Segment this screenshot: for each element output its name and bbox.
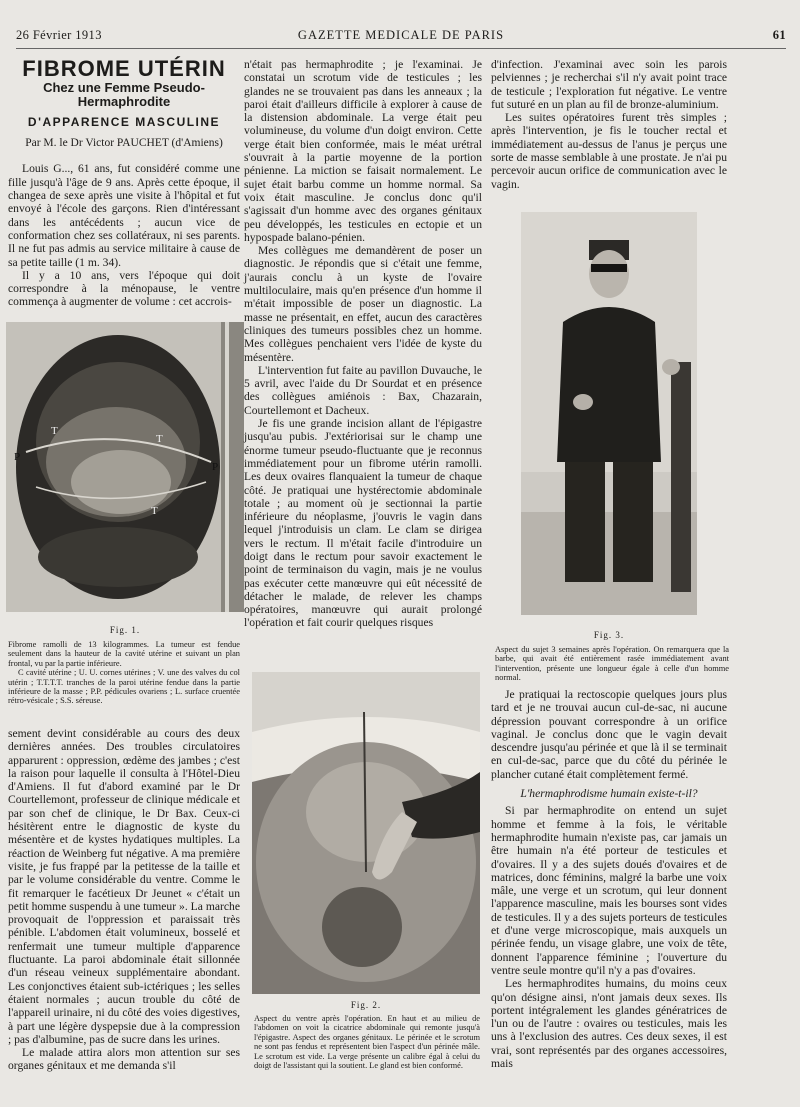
column-2 — [244, 58, 482, 630]
fig1-mark: T — [51, 425, 58, 437]
figure-2-image — [252, 672, 480, 994]
figure-2-caption-text: Aspect du ventre après l'opération. En haut et au milieu de l'abdomen on voit la cicatrice abdominale qui remonte jusqu'à l'épigastre. Aspect des organes génitaux. Le périnée et le scrotum ne sont pas fendus et représentent bien l'aspect d'un périnée mâle. Le scrotum est vide. La verge présente un calibre égal à celui du doigt de l'assistant qui la soutient. Le gland est bien conformé. — [254, 1014, 480, 1071]
article-subtitle-2: D'APPARENCE MASCULINE — [27, 114, 221, 129]
page-header — [16, 28, 786, 49]
figure-1-label: Fig. 1. — [109, 625, 141, 635]
column-1-top — [8, 58, 240, 309]
figure-3-patient-photo — [521, 212, 697, 615]
figure-2-abdomen-photo — [252, 672, 480, 994]
article-author: Par M. le Dr Victor PAUCHET (d'Amiens) — [25, 137, 223, 150]
figure-2-label: Fig. 2. — [350, 1000, 382, 1010]
paragraph: Je pratiquai la rectoscopie quelques jours plus tard et je ne trouvai aucun cul-de-sac, ni aucune dépression pouvant correspondre à un orifice vaginal. Je conclus donc que le vagin devait descendre jusqu'au périnée et que là il se terminait en cul-de-sac, parce que du côté du périnée le plancher cutané était complètement fermé. — [491, 688, 727, 781]
paragraph: d'infection. J'examinai avec soin les parois pelviennes ; je recherchai s'il n'y avait point trace de testicule ; l'exploration fut négative. Le ventre fut suturé en un plan au fil de bronze-aluminium. — [491, 58, 727, 111]
column-3-top — [491, 58, 727, 191]
figure-1-image — [6, 322, 244, 612]
fig1-mark: P — [14, 451, 21, 463]
paragraph: Je fis une grande incision allant de l'épigastre jusqu'au pubis. J'extériorisai sur le champ une énorme tumeur pseudo-fluctuante que je reconnus immédiatement pour un fibrome utérin ramolli. Les deux ovaires flanquaient la tumeur de chaque côté. Je pratiquai une hystérectomie abdominale totale ; au moment où je sectionnai la partie inférieure du néoplasme, j'ouvris le vagin dans lequel j'introduisis un clam. Le clam se dirigea vers le rectum. Il m'était facile d'introduire un doigt dans le rectum pour savoir exactement le point de terminaison du vagin, mais je ne voulus pas exécuter cette manœuvre qui eût nécessité de détacher le malade, de relever les champs opératoires, manœuvre qui aurait prolongé l'opération et fait courir quelques risques — [244, 417, 482, 630]
figure-3-label: Fig. 3. — [593, 630, 625, 640]
column-1-bottom — [8, 727, 240, 1073]
paragraph: n'était pas hermaphrodite ; je l'examinai. Je constatai un scrotum vide de testicules ; les glandes ne se trouvaient pas dans les anneaux ; la paroi était d'ailleurs difficile à explorer à cause de la distension abdominale. La verge était peu volumineuse, du volume d'un doigt environ. Cette verge était bien conformée, mais le méat urétral s'ouvrait à la partie moyenne de la portion pénienne. La miction se faisait normalement. Le sujet était barbu comme un homme normal. Sa voix était masculine. Je conclus donc qu'il s'agissait d'un homme avec des organes génitaux peu développés, les testicules en ectopie et un hypospade balano-pénien. — [244, 58, 482, 244]
paragraph: Le malade attira alors mon attention sur ses organes génitaux et me demanda s'il — [8, 1046, 240, 1073]
fig1-mark: T — [156, 433, 163, 445]
header-date: 26 Février 1913 — [16, 28, 102, 42]
fig1-mark: T — [151, 505, 158, 517]
figure-1-tumor-photo — [6, 322, 244, 612]
paragraph: Si par hermaphrodite on entend un sujet homme et femme à la fois, le véritable hermaphrodite humain n'existe pas, car jamais un être humain n'a été porteur de testicules et d'ovaires. Il y a des sujets doués d'ovaires et de matrices, donc féminins, malgré la barbe une voix mâle, une verge et un scrotum, qui leur donnent l'apparence masculine, mais les bourses sont vides de testicules. Il y a des sujets porteurs de testicules et d'une verge microscopique, mais auxquels un périnée fendu, un visage glabre, une voix de tête, donnent l'apparence féminine ; l'ouverture du ventre seule montre qu'il n'y a pas d'ovaires. — [491, 804, 727, 977]
figure-1-caption-text: Fibrome ramolli de 13 kilogrammes. La tumeur est fendue seulement dans la hauteur de la cavité utérine et suivant un plan frontal, vu par la partie inférieure. — [8, 640, 240, 668]
paragraph: Louis G..., 61 ans, fut considéré comme une fille jusqu'à l'âge de 9 ans. Après cette époque, il changea de sexe après une visite à l'hôpital et fut envoyé à l'école des garçons. Rien d'intéressant dans les antécédents ; aucun vice de conformation chez ses collatéraux, ni ses parents. Il ne fut pas admis au service militaire à cause de sa petite taille (1 m. 34). — [8, 162, 240, 269]
column-3-bottom — [491, 688, 727, 1070]
figure-1-caption — [8, 640, 240, 706]
paragraph: L'intervention fut faite au pavillon Duvauche, le 5 avril, avec l'aide du Dr Sourdat et en présence des collègues amiénois : Bax, Chazarain, Courtellemont et Dacheux. — [244, 363, 482, 417]
section-heading: L'hermaphrodisme humain existe-t-il? — [520, 787, 698, 801]
fig1-mark: P — [212, 461, 219, 473]
header-journal-title: GAZETTE MEDICALE DE PARIS — [297, 28, 505, 42]
figure-3-caption-text: Aspect du sujet 3 semaines après l'opération. On remarquera que la barbe, qui avait été entièrement rasée immédiatement avant l'intervention, présente une longueur égale à celle d'un homme normal. — [495, 645, 729, 683]
paragraph: Mes collègues me demandèrent de poser un diagnostic. Je répondis que si c'était une femme, j'aurais conclu à un kyste de l'ovaire multiloculaire, mais qu'en présence d'un homme il m'était impossible de poser un diagnostic. La masse ne présentait, en effet, aucun des caractères cliniques des tumeurs possibles chez un homme. Mes collègues penchaient vers l'idée de kyste du mésentère. — [244, 244, 482, 364]
figure-3-caption — [495, 645, 729, 683]
header-page-number: 61 — [772, 28, 786, 42]
paragraph: Les suites opératoires furent très simples ; après l'intervention, je fis le toucher rectal et immédiatement au-dessus de l'anus je perçus une sorte de masse semblable à une prostate. Je n'ai pu percevoir aucun orifice de communication avec le vagin. — [491, 111, 727, 191]
paragraph: sement devint considérable au cours des deux dernières années. Des troubles circulatoires apparurent : oppression, œdème des jambes ; c'est la raison pour laquelle il consulta à l'Hôtel-Dieu d'Amiens. Il fut d'abord examiné par le Dr Courtellemont, professeur de clinique médicale et par son chef de clinique, le Dr Bax. Ceux-ci hésitèrent entre le diagnostic de kyste du mésentère et de kystes hydatiques multiples. La réaction de Weinberg fut négative. A ma première visite, je fus frappé par la petitesse de la taille et par le volume considérable du ventre. Comme le fit remarquer le facétieux Dr Jeunet « c'était un petit homme suspendu à une tumeur ». La marche provoquait de l'oppression et paraissait très pénible. L'abdomen était volumineux, bosselé et renfermait une tumeur multiple d'apparence fluctuante. La paroi abdominale était sillonnée d'un réseau veineux supplémentaire abondant. Les conjonctives étaient sub-ictériques ; les selles étaient normales ; aucun trouble du côté de l'appareil urinaire, ni du côté des voies digestives, à part une légère dyspepsie due à la compression ; pas d'albumine, pas de sucre dans les urines. — [8, 727, 240, 1046]
article-subtitle: Chez une Femme Pseudo-Hermaphrodite — [43, 80, 205, 109]
figure-3-image — [521, 212, 697, 615]
figure-2-caption — [254, 1014, 480, 1070]
paragraph: Les hermaphrodites humains, du moins ceux qu'on désigne ainsi, n'ont jamais deux sexes. Ils portent intégralement les glandes génératrices de l'un ou de l'autre : ovaires ou testicules, mais les uns à l'exclusion des autres. Ces deux sexes, il est vrai, sont représentés par des organes accessoires, mais — [491, 977, 727, 1071]
article-title: FIBROME UTÉRIN — [22, 56, 226, 81]
paragraph: Il y a 10 ans, vers l'époque qui doit correspondre à la ménopause, le ventre commença à augmenter de volume : cet accrois- — [8, 268, 240, 309]
figure-1-legend: C cavité utérine ; U. U. cornes utérines ; V. une des valves du col utérin ; T.T.T.T. tranches de la paroi utérine fendue dans la partie inférieure de la masse ; P.P. pédicules ovariens ; L. surface cruentée rétro-vésicale ; S.S. séreuse. — [8, 668, 240, 706]
